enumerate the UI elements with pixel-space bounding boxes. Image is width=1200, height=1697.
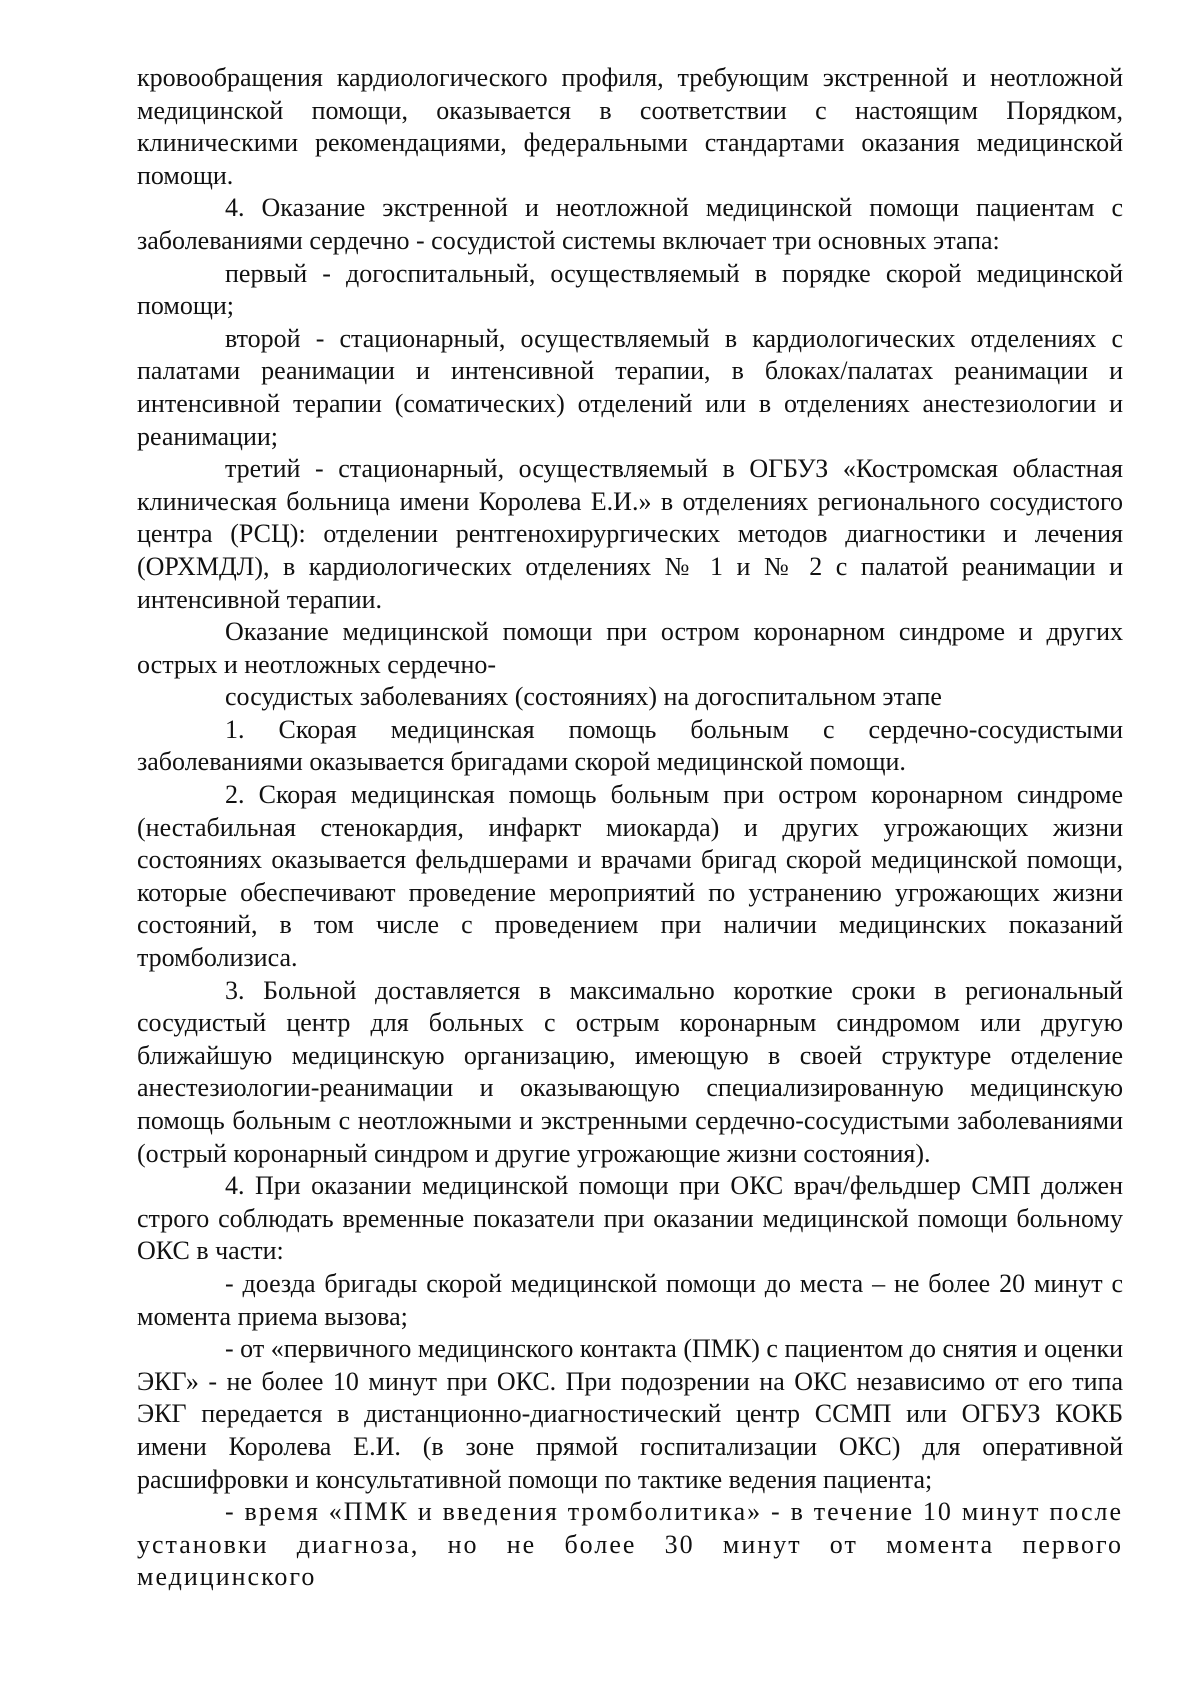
paragraph-stage-first: первый - догоспитальный, осуществляемый в порядке скорой медицинской помощи; [137,258,1123,321]
paragraph-item-2: 2. Скорая медицинская помощь больным при остром коронарном синдроме (нестабильная стенокардия, инфаркт миокарда) и других угрожающих жизни состояниях оказывается фельдшерами и врачами бригад скорой медицинской помощи, которые обеспечивают проведение мероприятий по устранению угрожающих жизни состояний, в том числе с проведением при наличии медицинских показаний тромболизиса. [137,780,1123,973]
paragraph-item-1: 1. Скорая медицинская помощь больным с сердечно-сосудистыми заболеваниями оказывается бригадами скорой медицинской помощи. [137,714,1123,777]
paragraph-item-4-stages: 4. Оказание экстренной и неотложной медицинской помощи пациентам с заболеваниями сердечно - сосудистой системы включает три основных этапа: [137,193,1123,255]
paragraph-item-4-time-limits: 4. При оказании медицинской помощи при ОКС врач/фельдшер СМП должен строго соблюдать временные показатели при оказании медицинской помощи больному ОКС в части: [137,1171,1123,1266]
paragraph-stage-third: третий - стационарный, осуществляемый в ОГБУЗ «Костромская областная клиническая больница имени Королева Е.И.» в отделениях регионального сосудистого центра (РСЦ): отделении рентгенохирургических методов диагностики и лечения (ОРХМДЛ), в кардиологических отделениях № 1 и № 2 с палатой реанимации и интенсивной терапии. [137,454,1123,614]
section-heading-line-1: Оказание медицинской помощи при остром коронарном синдроме и других острых и неотложных сердечно- [137,617,1123,679]
section-heading-line-2: сосудистых заболеваниях (состояниях) на догоспитальном этапе [225,682,942,712]
paragraph-item-3: 3. Больной доставляется в максимально короткие сроки в региональный сосудистый центр для больных с острым коронарным синдромом или другую ближайшую медицинскую организацию, имеющую в своей структуре отделение анестезиологии-реанимации и оказывающую специализированную медицинскую помощь больным с неотложными и экстренными сердечно-сосудистыми заболеваниями (острый коронарный синдром и другие угрожающие жизни состояния). [137,975,1123,1168]
document-page [137,62,1123,1594]
list-item-ecg-time: - от «первичного медицинского контакта (ПМК) с пациентом до снятия и оценки ЭКГ» - не более 10 минут при ОКС. При подозрении на ОКС независимо от его типа ЭКГ передается в дистанционно-диагностический центр ССМП или ОГБУЗ КОКБ имени Королева Е.И. (в зоне прямой госпитализации ОКС) для оперативной расшифровки и консультативной помощи по тактике ведения пациента; [137,1334,1123,1494]
list-item-thrombolytic-time: - время «ПМК и введения тромболитика» - в течение 10 минут после установки диагноза, но не более 30 минут от момента первого медицинского [137,1497,1123,1592]
paragraph-stage-second: второй - стационарный, осуществляемый в кардиологических отделениях с палатами реанимации и интенсивной терапии, в блоках/палатах реанимации и интенсивной терапии (соматических) отделений или в отделениях анестезиологии и реанимации; [137,323,1123,451]
list-item-arrival-time: - доезда бригады скорой медицинской помощи до места – не более 20 минут с момента приема вызова; [137,1268,1123,1331]
paragraph-continuation: кровообращения кардиологического профиля, требующим экстренной и неотложной медицинской помощи, оказывается в соответствии с настоящим Порядком, клиническими рекомендациями, федеральными стандартами оказания медицинской помощи. [137,63,1123,190]
